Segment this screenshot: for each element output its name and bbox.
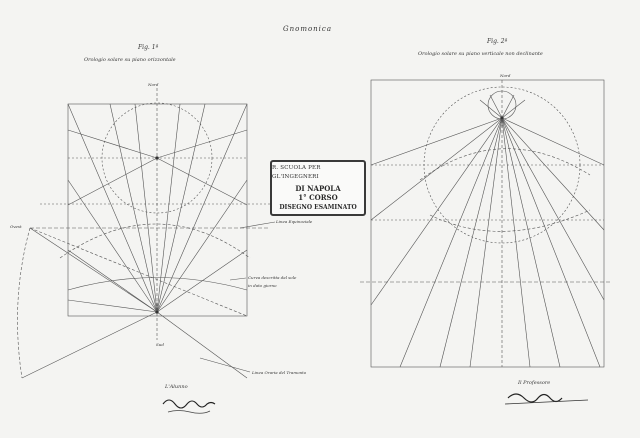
figure-1-sundial-horizontal bbox=[18, 88, 276, 378]
fig1-north-label: Nord bbox=[148, 82, 159, 87]
stamp-line-1: R. SCUOLA PER GL'INGEGNERI bbox=[272, 165, 321, 180]
figure-2-sundial-vertical bbox=[360, 80, 612, 367]
stamp-line-2: DI NAPOLA bbox=[295, 184, 341, 193]
student-signature bbox=[163, 400, 215, 408]
fig1-gnomon-foot bbox=[156, 311, 159, 314]
fig2-north-label: Nord bbox=[500, 73, 511, 78]
fig2-hour-lines bbox=[371, 118, 604, 367]
fig1-label: Fig. 1ª bbox=[138, 44, 159, 51]
fig1-leader bbox=[230, 278, 246, 280]
student-label: L'Alunno bbox=[165, 384, 188, 390]
exam-stamp bbox=[270, 160, 366, 216]
line-equinoctial-label: Linea Equinoziale bbox=[276, 219, 313, 224]
fig1-lower-arc bbox=[68, 278, 247, 291]
fig1-leader bbox=[200, 358, 250, 372]
fig1-subtitle: Orologio solare su piano orizzontale bbox=[84, 57, 176, 63]
fig2-upper-rays bbox=[480, 95, 525, 118]
fig1-arc-west bbox=[18, 228, 31, 378]
professor-signature bbox=[508, 394, 562, 402]
fig1-center-point bbox=[156, 157, 159, 160]
fig1-south-label: Sud bbox=[156, 342, 164, 347]
sun-curve-caption bbox=[248, 274, 296, 290]
hourly-line-label: Linea Oraria del Tramonto bbox=[252, 370, 307, 375]
fig1-west-diagonal bbox=[30, 228, 247, 316]
fig1-leader bbox=[240, 222, 275, 228]
fig2-arc bbox=[420, 149, 590, 180]
fig2-arc bbox=[430, 210, 590, 231]
fig2-center-point bbox=[501, 117, 504, 120]
fig1-sun-curve bbox=[60, 224, 250, 258]
sheet-title: Gnomonica bbox=[283, 25, 333, 33]
student-signature-date bbox=[168, 411, 210, 414]
sun-curve-caption-line2: in dato giorno bbox=[248, 283, 277, 288]
professor-signature-underline bbox=[505, 400, 588, 404]
fig1-hour-lines bbox=[22, 104, 247, 378]
west-label: Ovest bbox=[10, 224, 22, 229]
fig2-subtitle: Orologio solare su piano verticale non declinante bbox=[418, 51, 543, 57]
stamp-line-4: DISEGNO ESAMINATO bbox=[279, 204, 357, 211]
fig1-frame bbox=[68, 104, 247, 316]
fig2-label: Fig. 2ª bbox=[487, 38, 508, 45]
stamp-line-3: 1° CORSO bbox=[298, 193, 338, 202]
professor-label: Il Professore bbox=[518, 380, 551, 386]
sun-curve-caption-line1: Curva descritta dal sole bbox=[248, 275, 297, 280]
